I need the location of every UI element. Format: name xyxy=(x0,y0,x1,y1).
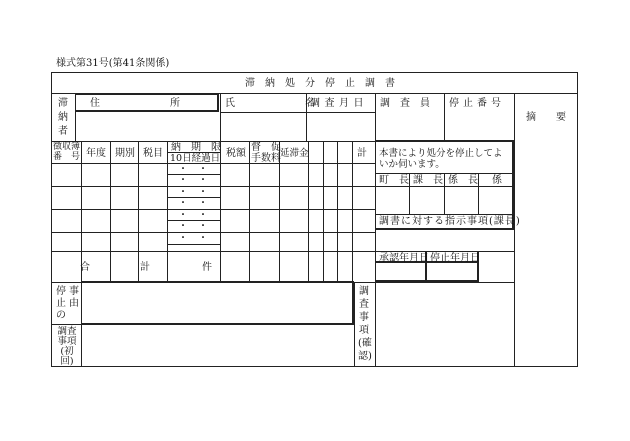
taxpayer-label: 滞納者 xyxy=(58,98,68,137)
col-deadline: 納 期 限 xyxy=(171,142,221,153)
count-label: 件 xyxy=(202,262,212,273)
col-year: 年度 xyxy=(86,148,106,159)
investigator-label: 調 査 員 xyxy=(380,98,430,109)
form-title: 滞 納 処 分 停 止 調 書 xyxy=(245,78,395,89)
col-tax-amount: 税額 xyxy=(226,148,246,159)
address-label: 住 所 xyxy=(90,98,180,109)
dots-5: ・ ・ xyxy=(178,210,208,221)
dots-6: ・ ・ xyxy=(178,221,208,232)
approval-request-text: 本書により処分を停止してよいか伺います。 xyxy=(379,148,503,170)
dots-7: ・ ・ xyxy=(178,233,208,244)
col-tax-item: 税目 xyxy=(143,148,163,159)
stop-date-label: 停止年月日 xyxy=(430,253,480,264)
col-dunning-fee: 督 促 手数料 xyxy=(251,142,281,164)
remarks-label: 摘 要 xyxy=(526,112,566,123)
dots-3: ・ ・ xyxy=(178,187,208,198)
approver-section-chief: 課 長 xyxy=(413,175,443,186)
col-arrears: 延滞金 xyxy=(280,148,309,159)
approval-date-label: 承認年月日 xyxy=(379,253,429,264)
sum-label: 合 計 xyxy=(80,262,150,273)
survey-items-initial-label: 調査事項(初回) xyxy=(57,326,77,367)
dots-2: ・ ・ xyxy=(178,175,208,186)
dots-1: ・ ・ xyxy=(178,164,208,175)
name-label: 氏 名 xyxy=(225,98,315,109)
survey-items-label: 調査事項(確認) xyxy=(358,286,372,362)
survey-date-label: 調査月日 xyxy=(310,98,368,109)
instructions-label: 調書に対する指示事項(課長) xyxy=(379,216,521,227)
col-deadline-sub: 10日経過日 xyxy=(170,153,221,164)
stop-number-label: 停止番号 xyxy=(449,98,505,109)
col-receipt-no: 徴収簿 番 号 xyxy=(53,142,81,162)
stop-reason-right: 事由 xyxy=(69,286,79,309)
col-total: 計 xyxy=(357,148,367,159)
col-period: 期別 xyxy=(115,148,135,159)
approver-staff: 係 xyxy=(492,175,502,186)
stop-reason-left: 停止の xyxy=(56,286,66,321)
approver-subsection-chief: 係 長 xyxy=(448,175,478,186)
approver-chief: 町 長 xyxy=(379,175,409,186)
form-id: 様式第31号(第41条関係) xyxy=(56,58,170,69)
dots-4: ・ ・ xyxy=(178,198,208,209)
